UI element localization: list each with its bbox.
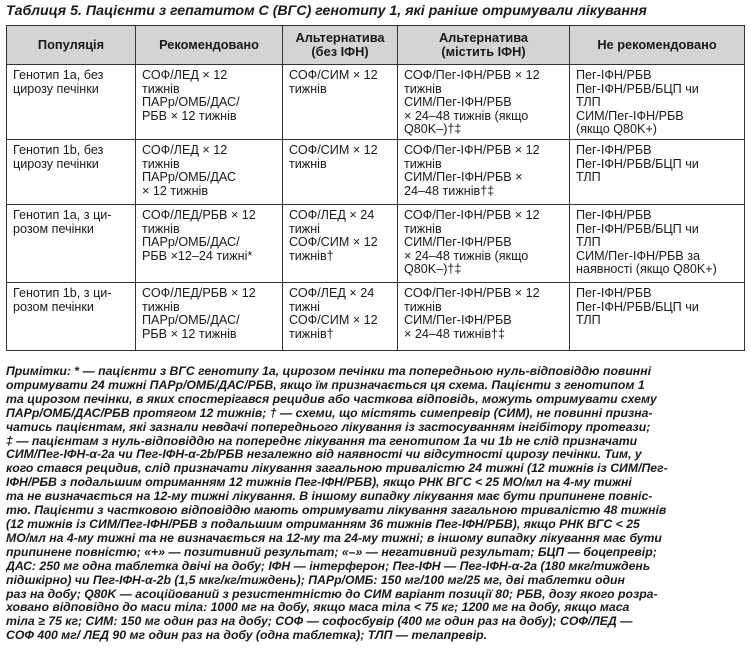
note-line: ховано відповідно до маси тіла: 1000 мг на добу, якщо маса тіла < 75 кг; 1200 мг на добу, якщо маса <box>6 601 630 615</box>
note-line: СИМ/Пег-ІФН-α-2а чи Пег-ІФН-α-2b/РБВ незалежно від наявності чи відсутності цирозу печінки. Тим, у <box>6 448 642 462</box>
cell-line: Пег-ІФН/РБВ <box>576 207 652 222</box>
note-line: (12 тижнів із СИМ/Пег-ІФН/РБВ з подальшим отриманням 36 тижнів Пег-ІФН/РБВ), якщо РНК ВГС < 25 <box>6 517 640 531</box>
cell-line: ТЛП <box>576 313 601 328</box>
cell-line: тижні <box>289 221 320 236</box>
cell-line: × 24–48 тижнів (якщо <box>404 248 529 263</box>
table-row <box>7 204 745 282</box>
cell-line: тижнів† <box>289 326 334 341</box>
cell-line: × 24–48 тижнів†‡ <box>404 326 506 341</box>
cell-line: СИМ/Пег-ІФН/РБВ <box>404 95 512 110</box>
header-not-recommended <box>570 26 745 65</box>
cell-line: СИМ/Пег-ІФН/РБВ <box>404 235 512 250</box>
cell-line: СОФ/СИМ × 12 <box>289 68 378 82</box>
header-line: (без ІФН) <box>311 44 369 59</box>
cell-line: тижнів <box>142 221 180 236</box>
cell-line: тижнів <box>142 156 180 171</box>
cell-line: ТЛП <box>576 95 601 110</box>
note-line: припинене повністю; «+» — позитивний результат; «–» — негативний результат; БЦП — боцепревір; <box>6 545 657 559</box>
note-line: ІФН/РБВ з подальшим отриманням 12 тижнів Пег-ІФН/РБВ), якщо РНК ВГС < 25 МО/мл на 4-му тижні <box>6 476 632 490</box>
cell-line: цирозу печінки <box>13 81 99 96</box>
cell-alternative-ifn <box>398 282 570 350</box>
note-line: Примітки: * — пацієнти з ВГС генотипу 1а, цирозом печінки та попередньою нуль-відповіддю повинні <box>6 365 652 378</box>
cell-line: СОФ/ЛЕД/РБВ × 12 <box>142 207 256 222</box>
note-line: чатись пацієнтам, які зазнали невдачі попереднього лікування із застосуванням інгібітору протеази; <box>6 420 651 434</box>
cell-line: тижнів <box>289 81 327 96</box>
table-caption: Таблиця 5. Пацієнти з гепатитом С (ВГС) генотипу 1, які раніше отримували лікування <box>6 3 647 19</box>
note-line: ПАРр/ОМБ/ДАС/РБВ протягом 12 тижнів; † — схеми, що містять симепревір (СИМ), не повинні призна- <box>6 406 653 420</box>
treatment-table <box>6 25 745 351</box>
cell-line: СИМ/Пег-ІФН/РБВ <box>404 313 512 328</box>
cell-line: СОФ/Пег-ІФН/РБВ × 12 <box>404 207 540 222</box>
cell-line: СОФ/ЛЕД/РБВ × 12 <box>142 285 256 300</box>
cell-line: × 24–48 тижнів (якщо <box>404 108 529 123</box>
cell-line: ТЛП <box>576 170 601 185</box>
cell-line: тижні <box>289 299 320 314</box>
cell-line: Пег-ІФН/РБВ/БЦП чи <box>576 221 699 236</box>
note-line: ДАС: 250 мг одна таблетка двічі на добу; ІФН — інтерферон; Пег-ІФН — Пег-ІФН-α-2а (180 мкг/тиждень <box>6 559 651 573</box>
cell-recommended <box>136 139 283 204</box>
header-alternative-no-ifn <box>283 26 398 65</box>
cell-population <box>7 282 136 350</box>
cell-line: Генотип 1b, без <box>13 142 104 157</box>
cell-alternative-no-ifn <box>283 65 398 140</box>
cell-line: Пег-ІФН/РБВ <box>576 142 652 157</box>
header-line: (містить ІФН) <box>441 44 526 59</box>
cell-not-recommended <box>570 139 745 204</box>
cell-not-recommended <box>570 65 745 140</box>
note-line: тю. Пацієнти з частковою відповіддю мають отримувати лікування загальною тривалістю 48 тижнів <box>6 504 667 518</box>
cell-line: Q80K–)†‡ <box>404 262 462 277</box>
header-line: Не рекомендовано <box>597 36 717 52</box>
table-body <box>7 65 745 351</box>
cell-line: цирозу печінки <box>13 156 99 171</box>
cell-line: СОФ/Пег-ІФН/РБВ × 12 <box>404 68 540 82</box>
cell-alternative-no-ifn <box>283 139 398 204</box>
note-line: тіла ≥ 75 кг; СИМ: 150 мг один раз на добу; СОФ — софосбувір (400 мг один раз на добу); СОФ/ЛЕД — <box>6 615 633 629</box>
header-population <box>7 26 136 65</box>
cell-line: Генотип 1b, з ци- <box>13 285 112 300</box>
cell-line: ПАРр/ОМБ/ДАС/ <box>142 95 240 110</box>
cell-alternative-ifn <box>398 65 570 140</box>
cell-line: РБВ × 12 тижнів <box>142 108 237 123</box>
cell-line: Пег-ІФН/РБВ/БЦП чи <box>576 81 699 96</box>
cell-line: Пег-ІФН/РБВ <box>576 68 652 82</box>
cell-line: СОФ/Пег-ІФН/РБВ × 12 <box>404 285 540 300</box>
cell-line: РБВ × 12 тижнів <box>142 326 237 341</box>
header-row <box>7 26 745 65</box>
cell-line: тижнів <box>404 221 442 236</box>
note-line: та не визначається на 12-му тижні лікування. В іншому випадку лікування має бути припинене повніс- <box>6 490 653 504</box>
cell-alternative-no-ifn <box>283 204 398 282</box>
cell-line: СОФ/ЛЕД × 24 <box>289 285 375 300</box>
cell-line: СОФ/ЛЕД × 24 <box>289 207 375 222</box>
cell-line: Пег-ІФН/РБВ/БЦП чи <box>576 156 699 171</box>
cell-population <box>7 139 136 204</box>
cell-line: СОФ/ЛЕД × 12 <box>142 142 228 157</box>
cell-recommended <box>136 65 283 140</box>
cell-recommended <box>136 204 283 282</box>
note-line: СОФ 400 мг/ ЛЕД 90 мг один раз на добу (одна таблетка); ТЛП — телапревір. <box>6 629 488 643</box>
cell-recommended <box>136 282 283 350</box>
cell-population <box>7 204 136 282</box>
cell-line: СИМ/Пег-ІФН/РБВ × <box>404 170 523 185</box>
header-line: Альтернатива <box>438 29 529 45</box>
cell-line: тижнів† <box>289 248 334 263</box>
cell-line: ПАРр/ОМБ/ДАС <box>142 170 237 185</box>
cell-line: (якщо Q80K+) <box>576 122 657 137</box>
cell-line: тижнів <box>142 81 180 96</box>
cell-line: СОФ/СИМ × 12 <box>289 235 378 250</box>
cell-line: СОФ/СИМ × 12 <box>289 142 378 157</box>
cell-line: тижнів <box>142 299 180 314</box>
note-line: кого стався рецидив, слід призначати лікування загальною тривалістю 24 тижні (12 тижнів із СИМ/Пег- <box>6 462 668 476</box>
cell-line: СОФ/ЛЕД × 12 <box>142 68 228 82</box>
table-row <box>7 282 745 350</box>
cell-line: ПАРр/ОМБ/ДАС/ <box>142 313 240 328</box>
cell-line: розом печінки <box>13 299 94 314</box>
cell-line: Пег-ІФН/РБВ <box>576 285 652 300</box>
cell-line: тижнів <box>289 156 327 171</box>
cell-alternative-ifn <box>398 139 570 204</box>
cell-line: тижнів <box>404 156 442 171</box>
cell-line: СИМ/Пег-ІФН/РБВ <box>576 108 684 123</box>
table-row <box>7 139 745 204</box>
cell-population <box>7 65 136 140</box>
header-line: Популяція <box>37 36 105 52</box>
cell-not-recommended <box>570 204 745 282</box>
note-line: та цирозом печінки, в яких спостерігався рецидив або часткова відповідь, можуть отримувати схему <box>6 392 657 406</box>
note-line: підшкірно) чи Пег-ІФН-α-2b (1,5 мкг/кг/тиждень); ПАРр/ОМБ: 150 мг/100 мг/25 мг, дві таблетки один <box>6 573 625 587</box>
cell-line: розом печінки <box>13 221 94 236</box>
cell-line: 24–48 тижнів†‡ <box>404 183 495 198</box>
header-recommended <box>136 26 283 65</box>
cell-alternative-ifn <box>398 204 570 282</box>
table-notes <box>6 365 746 643</box>
note-line: МО/мл на 4-му тижні та не визначається на 12-му та 24-му тижні; в іншому випадку лікування має бути <box>6 531 662 545</box>
header-line: Альтернатива <box>295 29 385 45</box>
cell-line: наявності (якщо Q80K+) <box>576 262 717 277</box>
cell-line: тижнів <box>404 299 442 314</box>
cell-line: СОФ/Пег-ІФН/РБВ × 12 <box>404 142 540 157</box>
note-line: ‡ — пацієнтам з нуль-відповіддю на попереднє лікування та генотипом 1а чи 1b не слід призначати <box>6 434 638 448</box>
note-line: отримувати 24 тижні ПАРр/ОМБ/ДАС/РБВ, якщо їм призначається ця схема. Пацієнти з генотипом 1 <box>6 378 645 392</box>
header-alternative-ifn <box>398 26 570 65</box>
cell-line: Пег-ІФН/РБВ/БЦП чи <box>576 299 699 314</box>
cell-line: ТЛП <box>576 235 601 250</box>
cell-alternative-no-ifn <box>283 282 398 350</box>
cell-line: СИМ/Пег-ІФН/РБВ за <box>576 248 700 263</box>
cell-line: Генотип 1а, з ци- <box>13 207 112 222</box>
cell-line: Генотип 1а, без <box>13 68 104 82</box>
table-row <box>7 65 745 140</box>
cell-line: РБВ ×12–24 тижні* <box>142 248 253 263</box>
cell-line: СОФ/СИМ × 12 <box>289 313 378 328</box>
cell-line: × 12 тижнів <box>142 183 209 198</box>
cell-line: тижнів <box>404 81 442 96</box>
note-line: раз на добу; Q80K — асоційований з резистентністю до СИМ варіант позиції 80; РБВ, дозу якого розра- <box>6 587 658 601</box>
cell-line: ПАРр/ОМБ/ДАС/ <box>142 235 240 250</box>
cell-not-recommended <box>570 282 745 350</box>
cell-line: Q80K–)†‡ <box>404 122 462 137</box>
header-line: Рекомендовано <box>159 36 259 52</box>
